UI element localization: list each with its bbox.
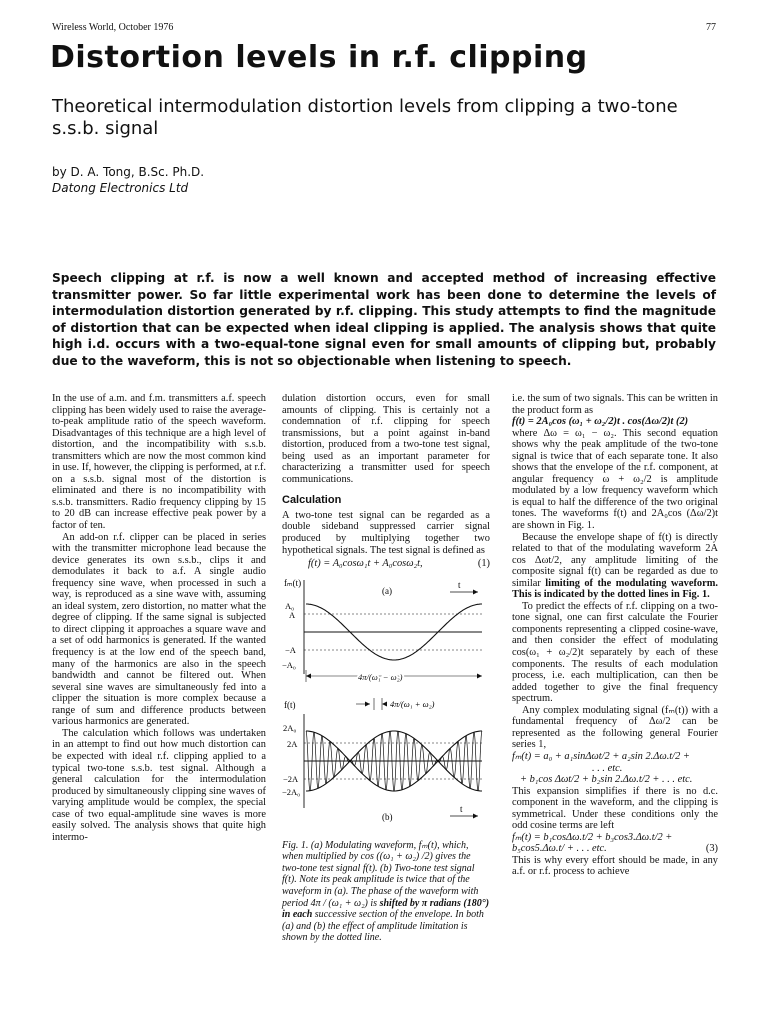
figure-1 [282, 574, 490, 836]
page-number: 77 [706, 22, 716, 33]
panel-a-t-label: t [458, 579, 461, 590]
paragraph: Any complex modulating signal (fₘ(t)) with a fundamental frequency of Δω/2 can be represented as the following general Fourier series 1, [512, 704, 718, 751]
panel-b-tick: −2A₀ [282, 786, 301, 797]
equation-2: f(t) = 2A₀cos (ω₁ + ω₂/2)t . cos(Δω/2)t (2) [512, 416, 689, 428]
caption-part-bold: shifted by π radians (180°) in each [282, 897, 490, 921]
equation-text: f(t) = A₀cosω₁t + A₀cosω₂t, [308, 558, 423, 570]
paragraph: This is why every effort should be made, in any a.f. or r.f. process to achieve [512, 854, 718, 878]
equation-3a: fₘ(t) = a₀ + a₁sinΔωt/2 + a₂sin 2.Δω.t/2 + [512, 750, 690, 762]
paragraph-part-bold: limiting of the modulating waveform. This is indicated by the dotted lines in Fig. 1. [512, 577, 718, 601]
column-1 [52, 393, 266, 843]
panel-b-tick: 2A [287, 738, 298, 749]
equation-4a: fₘ(t) = b₁cosΔω.t/2 + b₃cos3.Δω.t/2 + [512, 831, 673, 843]
article-subtitle: Theoretical intermodulation distortion levels from clipping a two-tone s.s.b. signal [52, 96, 678, 139]
column-3 [512, 393, 718, 878]
equation-3c: + b₁cos Δωt/2 + b₂sin 2.Δω.t/2 + . . . etc. [520, 774, 693, 786]
byline [52, 164, 204, 196]
equation-4b-text: b₅cos5.Δω.t/ + . . . etc. [512, 843, 607, 855]
caption-part: successive section of the envelope. In both (a) and (b) the effect of amplitude limitation is shown by the dotted line. [282, 909, 484, 944]
section-heading: Calculation [282, 494, 342, 507]
equation-1 [282, 558, 490, 570]
paragraph-part: Because the envelope shape of f(t) is directly related to that of the modulating waveform 2A cos Δωt/2, any amplitude limiting of the composite signal f(t) can be regarded as due to similar [512, 531, 718, 589]
paragraph [512, 532, 718, 601]
panel-a-ylabel: fₘ(t) [284, 577, 302, 588]
figure-1-graphic [282, 574, 490, 836]
abstract: Speech clipping at r.f. is now a well known and accepted method of increasing effective transmitter power. So far little experimental work has been done to determine the levels of intermodulation distortion generated by r.f. clipping. This study attempts to find the magnitude of distortion that can be expected when ideal clipping is applied. The analysis shows that quite high i.d. occurs with a two-equal-tone signal even for small amounts of clipping but, probably due to the waveform, this is not so objectionable when listening to speech. [52, 271, 716, 368]
panel-a-t-arrowhead [473, 589, 478, 594]
paragraph: The calculation which follows was undertaken in an attempt to find out how much distortion can be expected with ideal r.f. clipping applied to a typical two-tone s.s.b. test signal. Although a general calculation for the intermodulation produced by simultaneously clipping sine waves of varying amplitude would be complex, the special case of two equal-amplitude sine waves is more easily solved. The analysis shows that quite high intermo- [52, 727, 266, 843]
panel-a-tick: −A₀ [282, 659, 296, 670]
panel-a-tick: A [289, 609, 296, 620]
paragraph: To predict the effects of r.f. clipping on a two-tone signal, one can first calculate the Fourier components representing a clipped cosine-wave, and then consider the effect of modulating cos(ω₁ + ω₂/2)t separately by each of these components. The results of each modulation process, i.e. each multiplication, can then be added together to give the final frequency spectrum. [512, 600, 718, 705]
panel-a-label: (a) [382, 585, 392, 596]
panel-b-label: (b) [382, 811, 393, 822]
paragraph: where Δω = ω₁ − ω₂. This second equation shows why the peak amplitude of the two-tone signal is twice that of each separate tone. It also shows that the envelope of the r.f. component, at angular frequency ω + ω₂/2 is amplitude modulated by a low frequency waveform which is equal to half the difference of the two original tones. The waveforms f(t) and 2A₀cos (Δω/2)t are shown in Fig. 1. [512, 427, 718, 532]
panel-b-ylabel: f(t) [284, 699, 296, 710]
paragraph: An add-on r.f. clipper can be placed in series with the transmitter microphone lead because the device generates its own s.s.b., clips it and demodulates it back to a.f. A single audio frequency sine wave, when processed in such a way, is reproduced as a sine wave with, assuming an ideal system, zero distortion, no matter what the degree of clipping. If the same signal is subjected to direct clipping it approaches a square wave and a set of odd harmonics is generated. If the wanted frequency is at the low end of the speech band, many of the harmonics are also in the speech bandwidth and cannot be filtered out. When several sine waves are simultaneously fed into a clipper the situation is more complex because a range of sum and difference products between various harmonics are generated. [52, 531, 266, 728]
figure-caption [282, 840, 490, 944]
paragraph: dulation distortion occurs, even for small amounts of clipping. This is certainly not a condemnation of r.f. clipping for speech transmissions, but a point against in-band distortion, produced from a two-tone test signal, being used as an important parameter for characterizing a transmitter used for speech communications. [282, 393, 490, 485]
article-title: Distortion levels in r.f. clipping [50, 40, 588, 75]
panel-b-period-label: 4π/(ω₁ + ω₂) [390, 698, 435, 709]
equation-number: (1) [477, 558, 490, 570]
paragraph: In the use of a.m. and f.m. transmitters a.f. speech clipping has been widely used to raise the average-to-peak amplitude ratio of the speech waveform. Disadvantages of this technique are a high level of distortion, and the incompatibility with s.s.b. transmitters which are now the most common kind in use. If, however, the clipping is performed, at r.f. on a s.s.b. signal most of the distortion is eliminated and there is no incompatibility with s.s.b. transmitters. Radio frequency clipping by 15 to 20 dB can increase effective peak power by a factor of ten. [52, 393, 266, 532]
author: by D. A. Tong, B.Sc. Ph.D. [52, 165, 205, 179]
equation-number: (3) [705, 843, 718, 855]
equation-4b [512, 843, 718, 855]
panel-b-t-label: t [460, 803, 463, 814]
panel-a-period-label: 4π/(ω₁ − ω₂) [358, 671, 403, 682]
equation-3b: . . . etc. [592, 762, 623, 774]
affiliation: Datong Electronics Ltd [52, 181, 189, 195]
caption-part: Fig. 1. (a) Modulating waveform, fₘ(t), which, when multiplied by cos ((ω₁ + ω₂) /2) gives the two-tone test signal f(t). (b) Two-tone test signal f(t). Note its peak amplitude is twice that of the waveform in (a). The phase of the waveform with period 4π / (ω₁ + ω₂) is [282, 839, 479, 909]
panel-a-tick: −A [285, 644, 296, 655]
panel-b-tick: 2A₀ [283, 722, 297, 733]
paragraph: This expansion simplifies if there is no d.c. component in the waveform, and the clipping is symmetrical. Under these conditions only the odd cosine terms are left [512, 785, 718, 832]
panel-b-tick: −2A [283, 773, 299, 784]
paragraph: A two-tone test signal can be regarded as a double sideband suppressed carrier signal produced by multiplying together two hypothetical signals. The test signal is defined as [282, 509, 490, 556]
running-header: Wireless World, October 1976 [52, 22, 174, 33]
panel-a-tick: A₀ [285, 600, 295, 611]
column-2 [282, 393, 490, 944]
paragraph: i.e. the sum of two signals. This can be written in the product form as [512, 393, 718, 416]
